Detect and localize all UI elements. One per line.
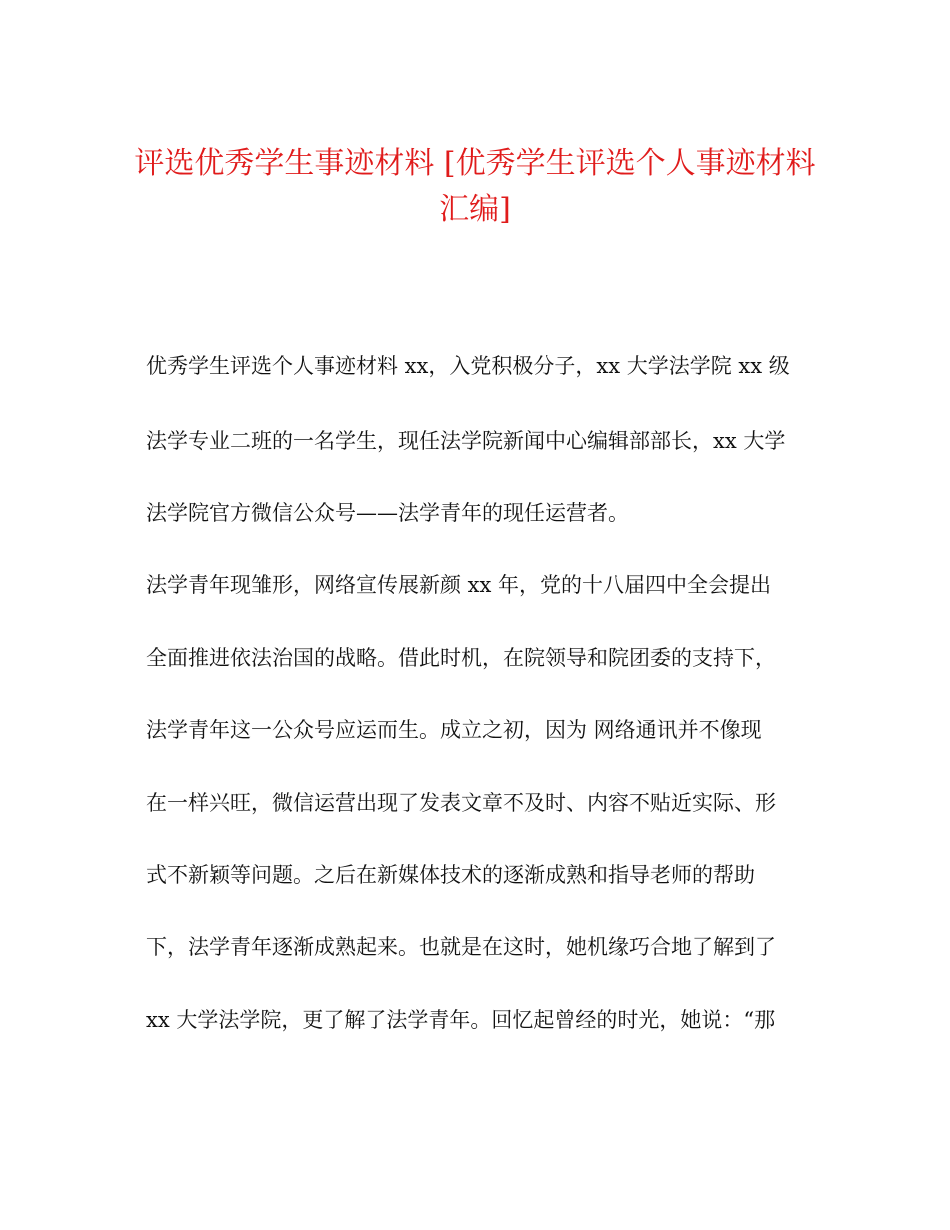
body-line: 法学青年这一公众号应运而生。成立之初，因为 网络通讯并不像现 — [146, 718, 762, 742]
body-line: 法学院官方微信公众号——法学青年的现任运营者。 — [146, 501, 629, 525]
body-line: 式不新颖等问题。之后在新媒体技术的逐渐成熟和指导老师的帮助 — [146, 863, 755, 887]
body-line: xx 大学法学院，更了解了法学青年。回忆起曾经的时光，她说：“那 — [146, 1008, 776, 1032]
body-line: 法学青年现雏形，网络宣传展新颜 xx 年，党的十八届四中全会提出 — [146, 573, 772, 597]
body-line: 全面推进依法治国的战略。借此时机，在院领导和院团委的支持下， — [146, 646, 776, 670]
body-line: 法学专业二班的一名学生，现任法学院新闻中心编辑部部长，xx 大学 — [146, 429, 786, 453]
body-line: 优秀学生评选个人事迹材料 xx，入党积极分子，xx 大学法学院 xx 级 — [146, 354, 790, 378]
document-title-line-1: 评选优秀学生事迹材料 [优秀学生评选个人事迹材料 — [134, 146, 816, 181]
body-line: 下，法学青年逐渐成熟起来。也就是在这时，她机缘巧合地了解到了 — [146, 935, 776, 959]
body-line: 在一样兴旺，微信运营出现了发表文章不及时、内容不贴近实际、形 — [146, 791, 776, 815]
document-title-line-2: 汇编] — [439, 192, 511, 227]
